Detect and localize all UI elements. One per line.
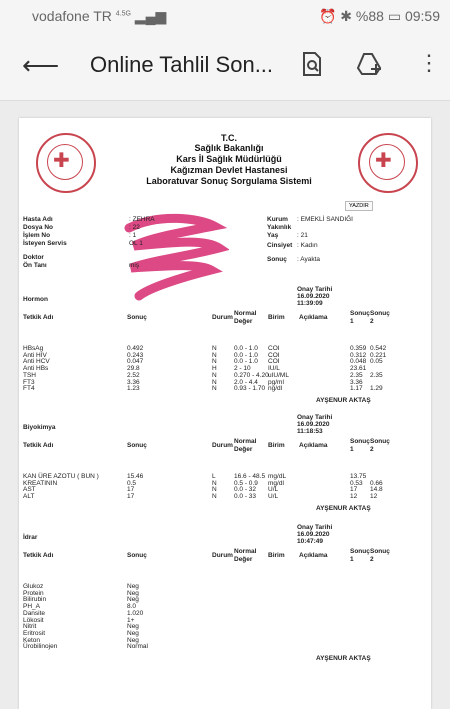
table-cell-unit: mg/dl <box>268 479 284 487</box>
table-cell-res2: 2.35 <box>370 371 383 379</box>
column-header-unit: Birim <box>268 314 285 321</box>
patient-info-value: : ZEHRA <box>129 216 155 223</box>
column-header-unit: Birim <box>268 552 285 559</box>
table-cell-normal: 0.93 - 1.70 <box>234 385 266 393</box>
back-arrow-icon[interactable]: ⟵ <box>22 50 60 80</box>
column-header-status: Durum <box>212 552 233 559</box>
approval-date: 16.09.2020 <box>297 293 330 300</box>
table-cell-result: Neg <box>127 583 139 590</box>
table-cell-normal: 16.6 - 48.5 <box>234 473 266 480</box>
signer-name: AYŞENUR AKTAŞ <box>316 396 371 404</box>
table-cell-test: Nitrit <box>23 623 37 631</box>
ministry-logo-right-icon: ✚ <box>358 133 418 193</box>
header-line: Kars İl Sağlık Müdürlüğü <box>176 154 282 164</box>
table-cell-unit: ng/dl <box>268 385 283 393</box>
approval-time: 10:47:49 <box>297 538 324 545</box>
signer-name: AYŞENUR AKTAŞ <box>316 504 371 512</box>
header-line: Laboratuvar Sonuç Sorgulama Sistemi <box>146 176 312 186</box>
table-cell-unit: COI <box>268 345 280 352</box>
approval-time: 11:39:09 <box>297 300 323 307</box>
table-cell-result: 1+ <box>127 616 135 624</box>
table-cell-test: FT4 <box>23 385 35 393</box>
table-cell-result: Neg <box>127 629 139 637</box>
patient-info-value: : 1 <box>129 232 137 239</box>
table-cell-result: 0.5 <box>127 479 137 487</box>
table-cell-test: KREATININ <box>23 479 58 487</box>
patient-info-label: İsteyen Servis <box>23 240 67 247</box>
app-bar <box>0 32 450 101</box>
patient-info-value: miş <box>129 262 140 269</box>
table-cell-res1: 13.75 <box>350 473 367 480</box>
status-bar <box>0 0 450 32</box>
table-cell-test: Anti HIV <box>23 351 47 359</box>
patient-info-label: Doktor <box>23 254 44 261</box>
column-header-status: Durum <box>212 442 233 449</box>
table-cell-res2: 0.66 <box>370 479 383 487</box>
column-header-result-2: Sonuç 2 <box>370 310 390 325</box>
carrier-label: vodafone TR $^{4.5G}$ ▂▄▆ <box>32 8 167 24</box>
table-cell-normal: 0.0 - 32 <box>234 486 257 494</box>
table-cell-result: 17 <box>127 486 135 494</box>
table-cell-status: N <box>212 371 217 379</box>
table-cell-res1: 23.61 <box>350 365 367 373</box>
table-cell-normal: 0.0 - 1.0 <box>234 358 258 366</box>
ministry-logo-left-icon: ✚ <box>36 133 96 193</box>
table-cell-test: Protein <box>23 589 44 597</box>
table-cell-normal: 0.0 - 1.0 <box>234 345 258 352</box>
table-cell-normal: 0.0 - 1.0 <box>234 351 258 359</box>
table-cell-test: Keton <box>23 636 40 644</box>
table-cell-unit: IU/L <box>268 365 280 373</box>
table-cell-unit: mg/dL <box>268 473 287 480</box>
table-cell-res2: 14.8 <box>370 486 383 494</box>
table-cell-result: Neg <box>127 596 139 604</box>
document-title: Online Tahlil Son... <box>90 52 274 77</box>
table-cell-result: 3.36 <box>127 378 140 386</box>
print-button[interactable]: YAZDIR <box>345 201 373 211</box>
table-cell-res2: 1.29 <box>370 385 383 393</box>
table-cell-unit: U/L <box>268 486 279 494</box>
column-header-result-1: Sonuç 1 <box>350 310 370 325</box>
column-header-status: Durum <box>212 314 233 321</box>
table-cell-test: ALT <box>23 493 35 501</box>
table-cell-result: 1.23 <box>127 385 140 393</box>
table-cell-status: N <box>212 385 217 393</box>
column-header-test: Tetkik Adı <box>23 314 54 321</box>
table-cell-res1: 3.36 <box>350 378 363 386</box>
table-cell-result: 0.047 <box>127 358 144 366</box>
table-cell-test: HBsAg <box>23 345 44 352</box>
header-line: Sağlık Bakanlığı <box>194 143 264 153</box>
patient-info-label: Yaş <box>267 232 279 239</box>
table-cell-status: N <box>212 345 217 352</box>
table-cell-result: 8.0 <box>127 603 137 611</box>
table-cell-res1: 0.359 <box>350 345 367 352</box>
column-header-result: Sonuç <box>127 442 147 449</box>
column-header-desc: Açıklama <box>299 314 328 321</box>
column-header-result-1: Sonuç 1 <box>350 438 370 453</box>
table-cell-status: N <box>212 351 217 359</box>
table-cell-res1: 17 <box>350 486 358 494</box>
table-cell-status: H <box>212 365 217 373</box>
section-title: Hormon <box>23 296 48 303</box>
column-header-normal: Normal Değer <box>234 548 257 563</box>
table-cell-test: Glukoz <box>23 583 44 590</box>
approval-time: 11:18:53 <box>297 428 323 435</box>
table-cell-test: Lökosit <box>23 616 44 624</box>
column-header-desc: Açıklama <box>299 442 328 449</box>
table-cell-result: Neg <box>127 589 139 597</box>
table-cell-test: TSH <box>23 371 36 379</box>
patient-info-label: İşlem No <box>23 232 51 239</box>
more-options-icon[interactable]: ⋮ <box>418 50 440 75</box>
column-header-result-2: Sonuç 2 <box>370 438 390 453</box>
column-header-result: Sonuç <box>127 314 147 321</box>
table-cell-status: N <box>212 358 217 366</box>
table-cell-res1: 0.53 <box>350 479 363 487</box>
table-cell-result: Neg <box>127 623 139 631</box>
table-cell-res1: 0.048 <box>350 358 367 366</box>
table-cell-test: Ürobilinojen <box>23 643 58 651</box>
table-cell-status: N <box>212 479 217 487</box>
table-cell-result: 15.46 <box>127 473 144 480</box>
table-cell-test: Anti HBs <box>23 365 49 373</box>
approval-date: 16.09.2020 <box>297 421 330 428</box>
table-cell-test: AST <box>23 486 36 494</box>
search-document-icon[interactable] <box>298 50 326 78</box>
patient-info-value: : Kadın <box>297 242 318 249</box>
table-cell-normal: 0.270 - 4.20 <box>234 371 269 379</box>
column-header-unit: Birim <box>268 442 285 449</box>
table-cell-res2: 0.221 <box>370 351 387 359</box>
table-cell-test: KAN ÜRE AZOTU ( BUN ) <box>23 473 99 480</box>
table-cell-result: Neg <box>127 636 139 644</box>
table-cell-unit: pg/ml <box>268 378 284 386</box>
section-title: Biyokimya <box>23 424 56 431</box>
table-cell-test: Dansite <box>23 609 46 617</box>
table-cell-res1: 1.17 <box>350 385 363 393</box>
table-cell-unit: COI <box>268 358 280 366</box>
table-cell-res2: 12 <box>370 493 378 501</box>
table-cell-normal: 0.5 - 0.9 <box>234 479 258 487</box>
table-cell-test: Eritrosit <box>23 629 46 637</box>
patient-info-value: OL 1 <box>129 240 143 247</box>
column-header-normal: Normal Değer <box>234 310 257 325</box>
table-cell-result: 2.52 <box>127 371 140 379</box>
table-cell-res1: 0.312 <box>350 351 367 359</box>
table-cell-test: PH_A <box>23 603 40 611</box>
header-line: T.C. <box>220 133 237 143</box>
lab-report-page <box>19 118 431 709</box>
patient-info-label: Dosya No <box>23 224 53 231</box>
signer-name: AYŞENUR AKTAŞ <box>316 655 371 662</box>
status-right: ⏰ ✱ %88 ▭ 09:59 <box>318 8 440 24</box>
column-header-result: Sonuç <box>127 552 147 559</box>
table-cell-test: Anti HCV <box>23 358 50 366</box>
table-cell-unit: uIU/ML <box>268 371 289 379</box>
table-cell-result: 17 <box>127 493 135 501</box>
approval-label: Onay Tarihi <box>297 286 333 293</box>
column-header-test: Tetkik Adı <box>23 442 54 449</box>
patient-info-label: Cinsiyet <box>267 242 293 249</box>
table-cell-test: Bilirubin <box>23 596 47 604</box>
patient-info-label: Yakınlık <box>267 224 292 231</box>
column-header-normal: Normal Değer <box>234 438 257 453</box>
table-cell-status: L <box>212 473 216 480</box>
table-cell-res1: 12 <box>350 493 358 501</box>
table-cell-status: N <box>212 493 217 501</box>
approval-label: Onay Tarihi <box>297 414 333 421</box>
section-title: İdrar <box>23 534 38 541</box>
patient-info-label: Ön Tanı <box>23 262 47 269</box>
table-cell-res1: 2.35 <box>350 371 363 379</box>
patient-info-value: : EMEKLİ SANDIĞI <box>297 216 353 223</box>
approval-label: Onay Tarihi <box>297 524 333 531</box>
table-cell-status: N <box>212 378 217 386</box>
table-cell-result: Normal <box>127 643 148 651</box>
table-cell-normal: 2 - 10 <box>234 365 251 373</box>
table-cell-res2: 0.05 <box>370 358 383 366</box>
patient-info-value: : 21 <box>297 232 308 239</box>
table-cell-result: 0.492 <box>127 345 144 352</box>
table-cell-unit: U/L <box>268 493 279 501</box>
table-cell-normal: 2.0 - 4.4 <box>234 378 258 386</box>
table-cell-status: N <box>212 486 217 494</box>
table-cell-result: 0.243 <box>127 351 144 359</box>
patient-info-label: Kurum <box>267 216 288 223</box>
table-cell-test: FT3 <box>23 378 35 386</box>
table-cell-unit: COI <box>268 351 280 359</box>
table-cell-res2: 0.542 <box>370 345 387 352</box>
table-cell-result: 1.020 <box>127 609 144 617</box>
patient-info-value: : 22 <box>129 224 140 231</box>
column-header-test: Tetkik Adı <box>23 552 54 559</box>
table-cell-normal: 0.0 - 33 <box>234 493 257 501</box>
column-header-result-2: Sonuç 2 <box>370 548 390 563</box>
table-cell-result: 29.8 <box>127 365 140 373</box>
patient-info-label: Sonuç <box>267 256 287 263</box>
add-to-drive-icon[interactable] <box>355 50 383 78</box>
column-header-desc: Açıklama <box>299 552 328 559</box>
header-line: Kağızman Devlet Hastanesi <box>170 165 288 175</box>
patient-info-value: : Ayakta <box>297 256 321 263</box>
patient-info-label: Hasta Adı <box>23 216 53 223</box>
column-header-result-1: Sonuç 1 <box>350 548 370 563</box>
approval-date: 16.09.2020 <box>297 531 330 538</box>
